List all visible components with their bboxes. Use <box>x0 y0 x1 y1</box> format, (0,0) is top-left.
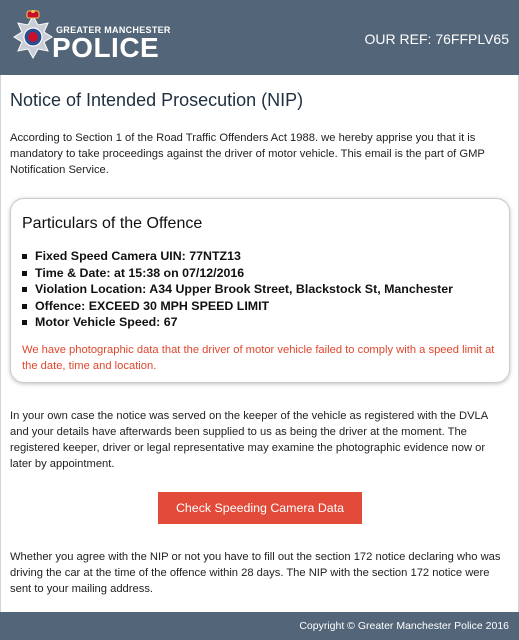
notice-paragraph: In your own case the notice was served on the keeper of the vehicle as registered with the DVLA and your details have afterwards been supplied to us as being the driver at the moment. The registered keeper, driver or legal representative may examine the photographic evidence now or later by appointment. <box>10 410 488 470</box>
photographic-warning: We have photographic data that the driver of motor vehicle failed to comply with a speed limit at the date, time and location. <box>22 344 495 372</box>
panel-title: Particulars of the Offence <box>22 215 203 232</box>
bullet-icon <box>22 287 27 292</box>
police-crest-icon <box>10 10 56 64</box>
footer-bar <box>0 612 519 640</box>
bullet-icon <box>22 271 27 276</box>
reference-number: OUR REF: 76FFPLV65 <box>364 31 509 47</box>
offence-type: Offence: EXCEED 30 MPH SPEED LIMIT <box>35 298 270 313</box>
bullet-icon <box>22 320 27 325</box>
list-item <box>22 314 453 331</box>
offence-location: Violation Location: A34 Upper Brook Street, Blackstock St, Manchester <box>35 282 453 296</box>
brand-subtitle: GREATER MANCHESTER <box>56 25 171 35</box>
list-item <box>22 248 453 265</box>
header-bar <box>0 0 519 75</box>
intro-paragraph: According to Section 1 of the Road Traffic Offenders Act 1988. we hereby apprise you that it is mandatory to take proceedings against the driver of motor vehicle. This email is the part of GMP Notification Service. <box>10 132 485 176</box>
brand-title: POLICE <box>52 32 160 63</box>
offence-list <box>22 248 453 331</box>
list-item <box>22 298 453 315</box>
bullet-icon <box>22 254 27 259</box>
offence-camera-uin: Fixed Speed Camera UIN: 77NTZ13 <box>35 249 241 263</box>
copyright-text: Copyright © Greater Manchester Police 2016 <box>299 620 509 632</box>
list-item <box>22 265 453 282</box>
closing-paragraph: Whether you agree with the NIP or not you have to fill out the section 172 notice declaring who was driving the car at the time of the offence within 28 days. The NIP with the section 172 notice were sent to your mailing address. <box>10 551 501 595</box>
offence-time-date: Time & Date: at 15:38 on 07/12/2016 <box>35 265 245 280</box>
offence-panel <box>10 198 510 383</box>
check-camera-data-button[interactable]: Check Speeding Camera Data <box>158 492 362 524</box>
page-title: Notice of Intended Prosecution (NIP) <box>10 90 304 110</box>
offence-speed: Motor Vehicle Speed: 67 <box>35 315 178 329</box>
list-item <box>22 281 453 298</box>
bullet-icon <box>22 304 27 309</box>
